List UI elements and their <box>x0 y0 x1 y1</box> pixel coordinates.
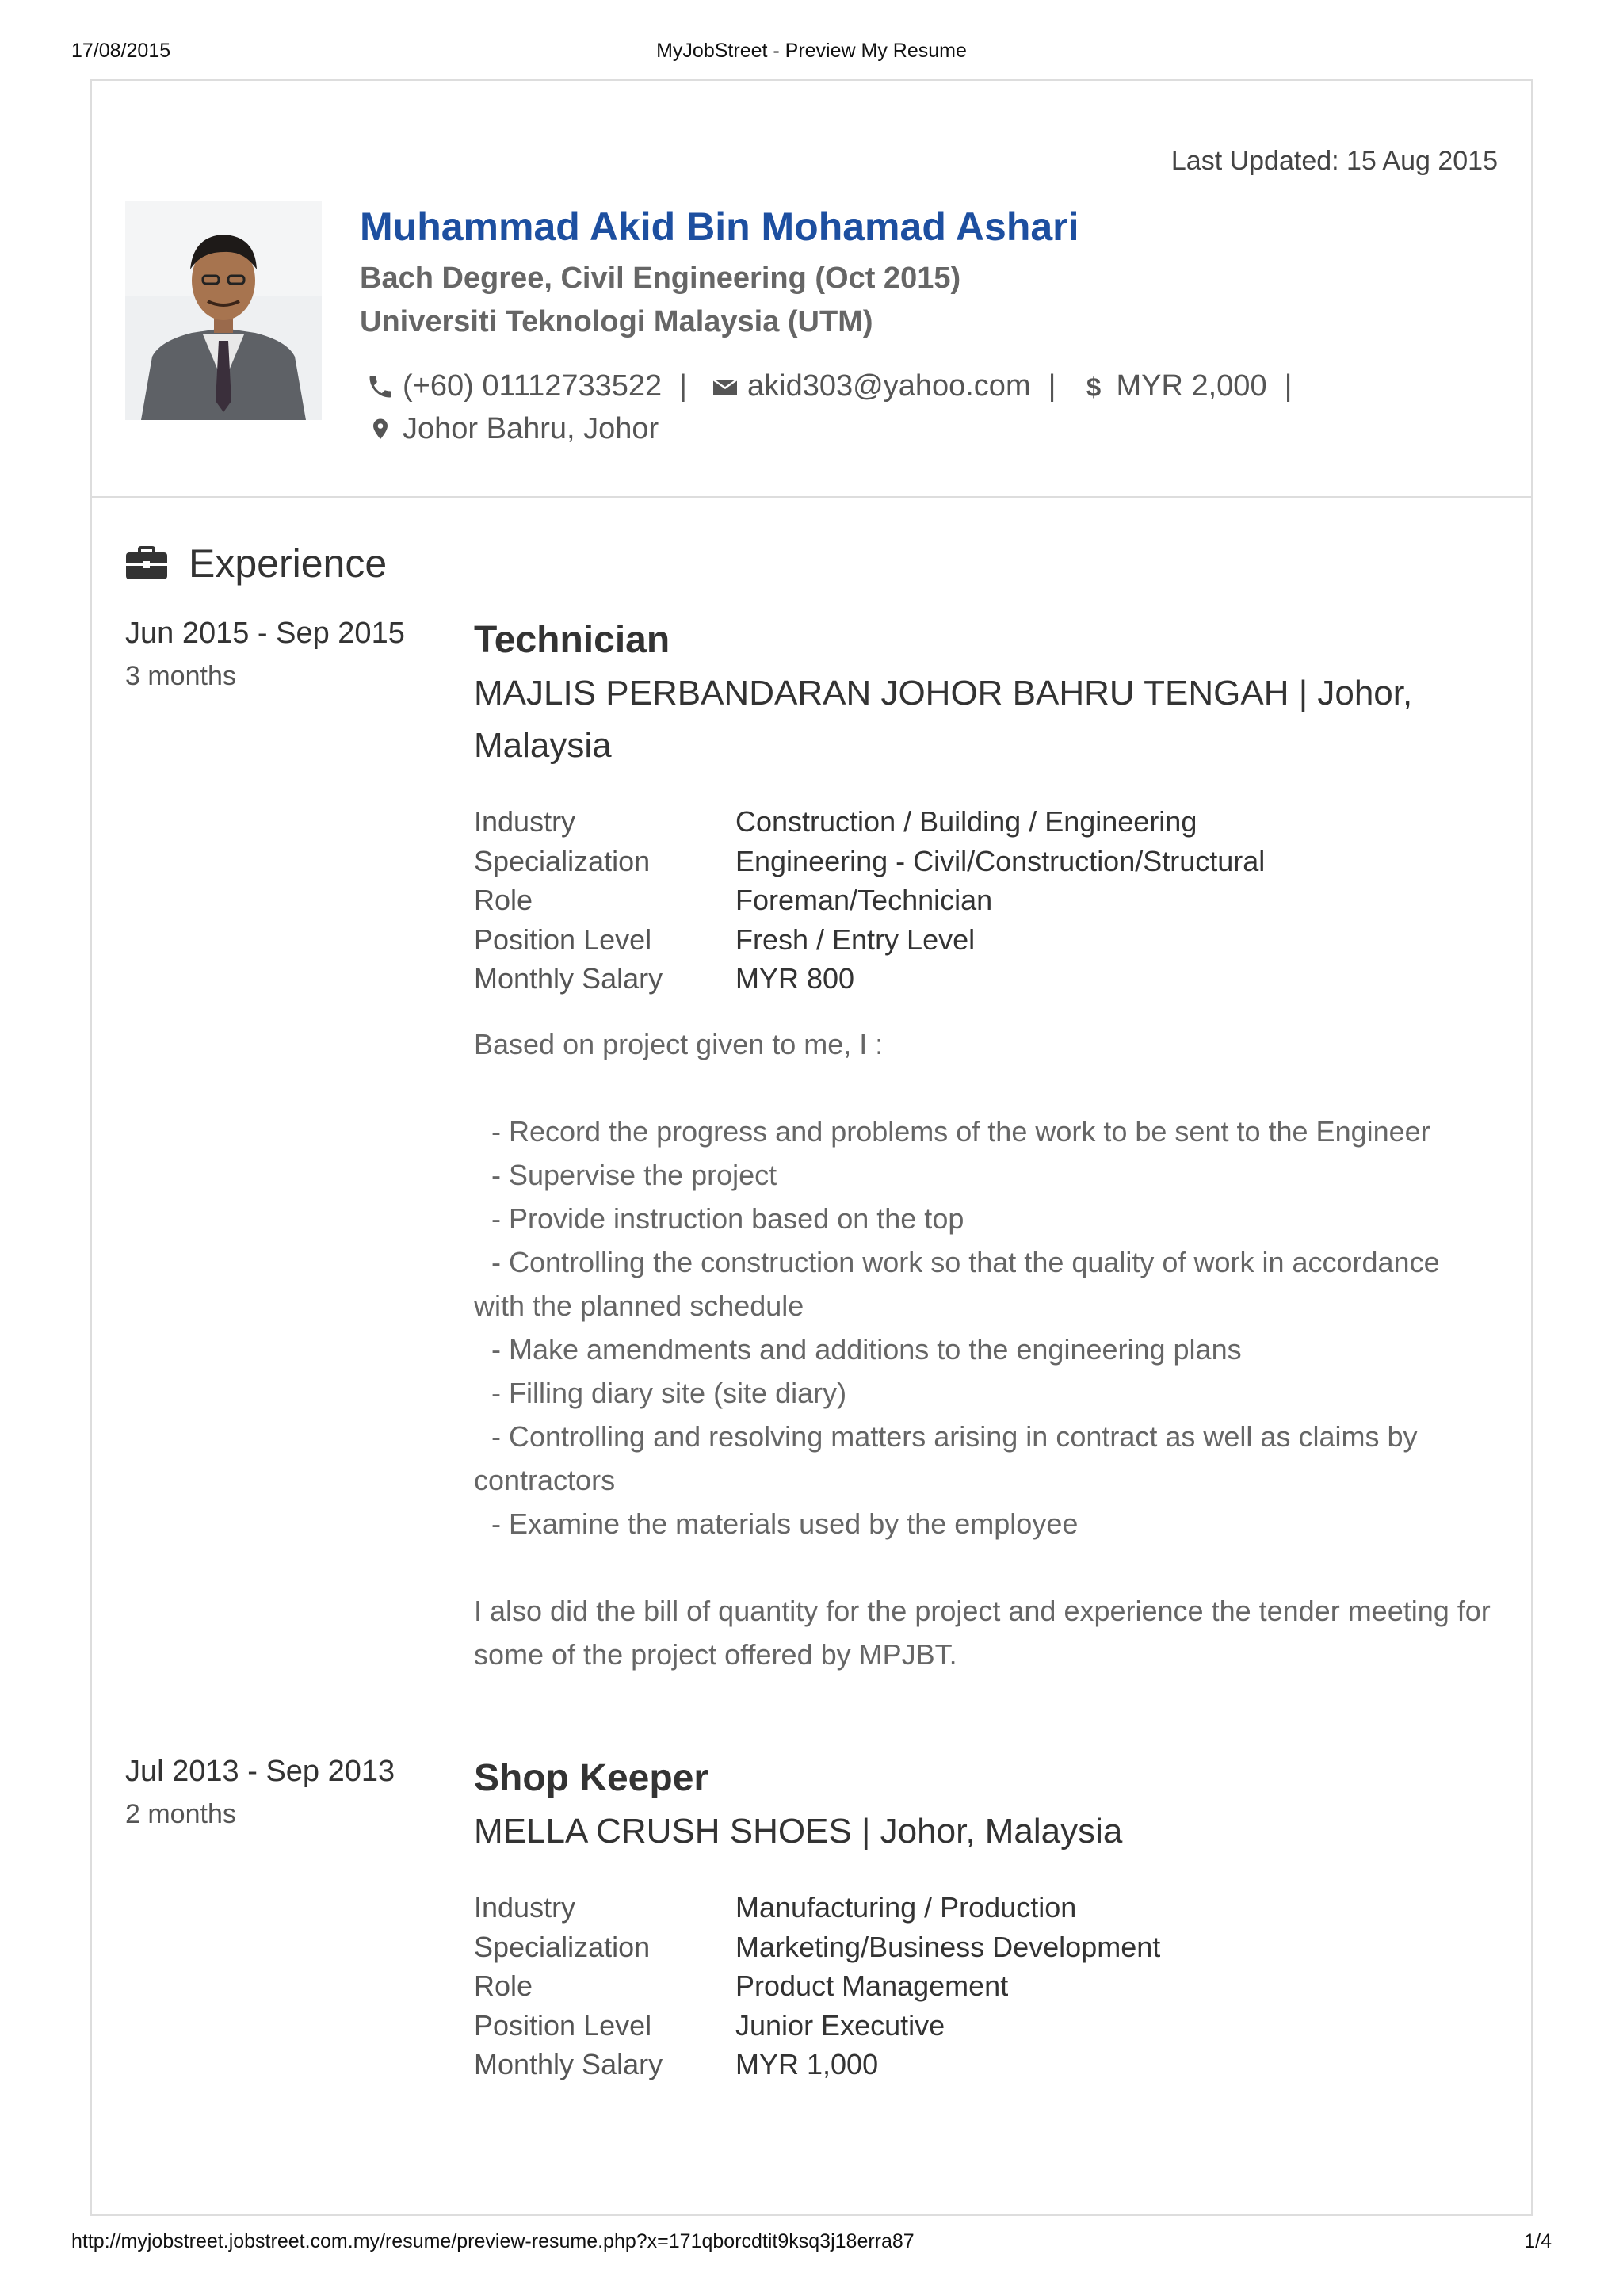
detail-row-position-level <box>474 2006 1498 2046</box>
detail-row-position-level <box>474 920 1498 960</box>
description-line: - Filling diary site (site diary) <box>491 1376 847 1409</box>
detail-row-industry <box>474 1888 1498 1927</box>
detail-row-role <box>474 1966 1498 2006</box>
description-line: with the planned schedule <box>474 1289 804 1322</box>
detail-value: Junior Executive <box>735 2008 945 2042</box>
job-period: Jul 2013 - Sep 2013 <box>125 1755 395 1788</box>
divider <box>92 496 1531 498</box>
job-details <box>474 802 1498 999</box>
company-name: MELLA CRUSH SHOES | Johor, Malaysia <box>474 1812 1123 1851</box>
separator: | <box>1284 369 1293 403</box>
detail-label: Industry <box>474 1891 576 1924</box>
detail-row-specialization <box>474 842 1498 881</box>
detail-row-role <box>474 881 1498 920</box>
job-duration: 2 months <box>125 1799 236 1829</box>
description-closing: I also did the bill of quantity for the project and experience the tender meeting for some of the project offered by MPJBT. <box>474 1594 1491 1671</box>
detail-value: Construction / Building / Engineering <box>735 805 1197 838</box>
detail-label: Role <box>474 1969 533 2002</box>
separator: | <box>679 369 688 403</box>
phone-number: (+60) 01112733522 <box>403 369 663 403</box>
last-updated: Last Updated: 15 Aug 2015 <box>1170 146 1498 176</box>
job-content <box>474 1755 1498 2084</box>
job-duration: 3 months <box>125 661 236 691</box>
school: Universiti Teknologi Malaysia (UTM) <box>360 305 873 338</box>
detail-value: Marketing/Business Development <box>735 1930 1161 1963</box>
phone-icon <box>366 372 395 401</box>
detail-value: Fresh / Entry Level <box>735 923 976 956</box>
detail-label: Specialization <box>474 844 651 877</box>
briefcase-icon <box>125 546 168 581</box>
person-photo-icon <box>125 201 322 420</box>
candidate-name: Muhammad Akid Bin Mohamad Ashari <box>360 204 1079 249</box>
detail-label: Monthly Salary <box>474 962 663 995</box>
job-description <box>474 1022 1498 1676</box>
description-intro: Based on project given to me, I : <box>474 1027 884 1060</box>
detail-value: MYR 1,000 <box>735 2048 879 2080</box>
company-name: MAJLIS PERBANDARAN JOHOR BAHRU TENGAH | Johor, Malaysia <box>474 674 1413 765</box>
detail-row-monthly-salary <box>474 2045 1498 2084</box>
detail-value: Foreman/Technician <box>735 884 993 916</box>
print-header <box>71 40 1552 67</box>
description-line: - Controlling and resolving matters arising in contract as well as claims by <box>491 1419 1418 1453</box>
degree: Bach Degree, Civil Engineering (Oct 2015) <box>360 262 961 295</box>
map-marker-icon <box>366 415 395 444</box>
svg-text:$: $ <box>1086 372 1102 401</box>
section-heading: Experience <box>189 541 388 586</box>
description-line: contractors <box>474 1463 616 1496</box>
job-details <box>474 1888 1498 2084</box>
description-line: - Examine the materials used by the employee <box>491 1507 1079 1540</box>
expected-salary: MYR 2,000 <box>1116 369 1267 403</box>
envelope-icon <box>711 372 739 401</box>
resume-card <box>90 79 1533 2216</box>
detail-label: Industry <box>474 805 576 838</box>
job-title: Technician <box>474 619 670 661</box>
detail-row-specialization <box>474 1927 1498 1967</box>
print-title: MyJobStreet - Preview My Resume <box>656 40 967 62</box>
detail-label: Position Level <box>474 2008 652 2042</box>
detail-label: Position Level <box>474 923 652 956</box>
location-row <box>360 412 659 446</box>
detail-row-monthly-salary <box>474 959 1498 999</box>
detail-value: MYR 800 <box>735 962 855 995</box>
contact-row <box>360 369 1309 403</box>
job-content <box>474 617 1498 1676</box>
experience-section-title <box>125 541 387 586</box>
description-line: - Supervise the project <box>491 1158 777 1191</box>
separator: | <box>1048 369 1056 403</box>
description-line: - Make amendments and additions to the engineering plans <box>491 1332 1242 1366</box>
print-date: 17/08/2015 <box>71 40 171 62</box>
detail-row-industry <box>474 802 1498 842</box>
description-line: - Record the progress and problems of the work to be sent to the Engineer <box>491 1114 1430 1148</box>
print-footer <box>71 2230 1552 2257</box>
description-line: - Controlling the construction work so that the quality of work in accordance <box>491 1245 1440 1278</box>
job-title: Shop Keeper <box>474 1757 709 1799</box>
detail-value: Manufacturing / Production <box>735 1891 1077 1924</box>
location: Johor Bahru, Johor <box>403 412 659 445</box>
page-url: http://myjobstreet.jobstreet.com.my/resume/preview-resume.php?x=171qborcdtit9ksq3j18erra87 <box>71 2230 915 2252</box>
email-address: akid303@yahoo.com <box>747 369 1031 403</box>
page-number: 1/4 <box>1524 2230 1552 2252</box>
detail-label: Role <box>474 884 533 916</box>
job-period: Jun 2015 - Sep 2015 <box>125 617 405 650</box>
description-line: - Provide instruction based on the top <box>491 1201 964 1235</box>
detail-value: Product Management <box>735 1969 1009 2002</box>
dollar-icon <box>1079 372 1108 401</box>
detail-label: Specialization <box>474 1930 651 1963</box>
detail-label: Monthly Salary <box>474 2048 663 2080</box>
detail-value: Engineering - Civil/Construction/Structural <box>735 844 1266 877</box>
profile-photo <box>125 201 322 420</box>
